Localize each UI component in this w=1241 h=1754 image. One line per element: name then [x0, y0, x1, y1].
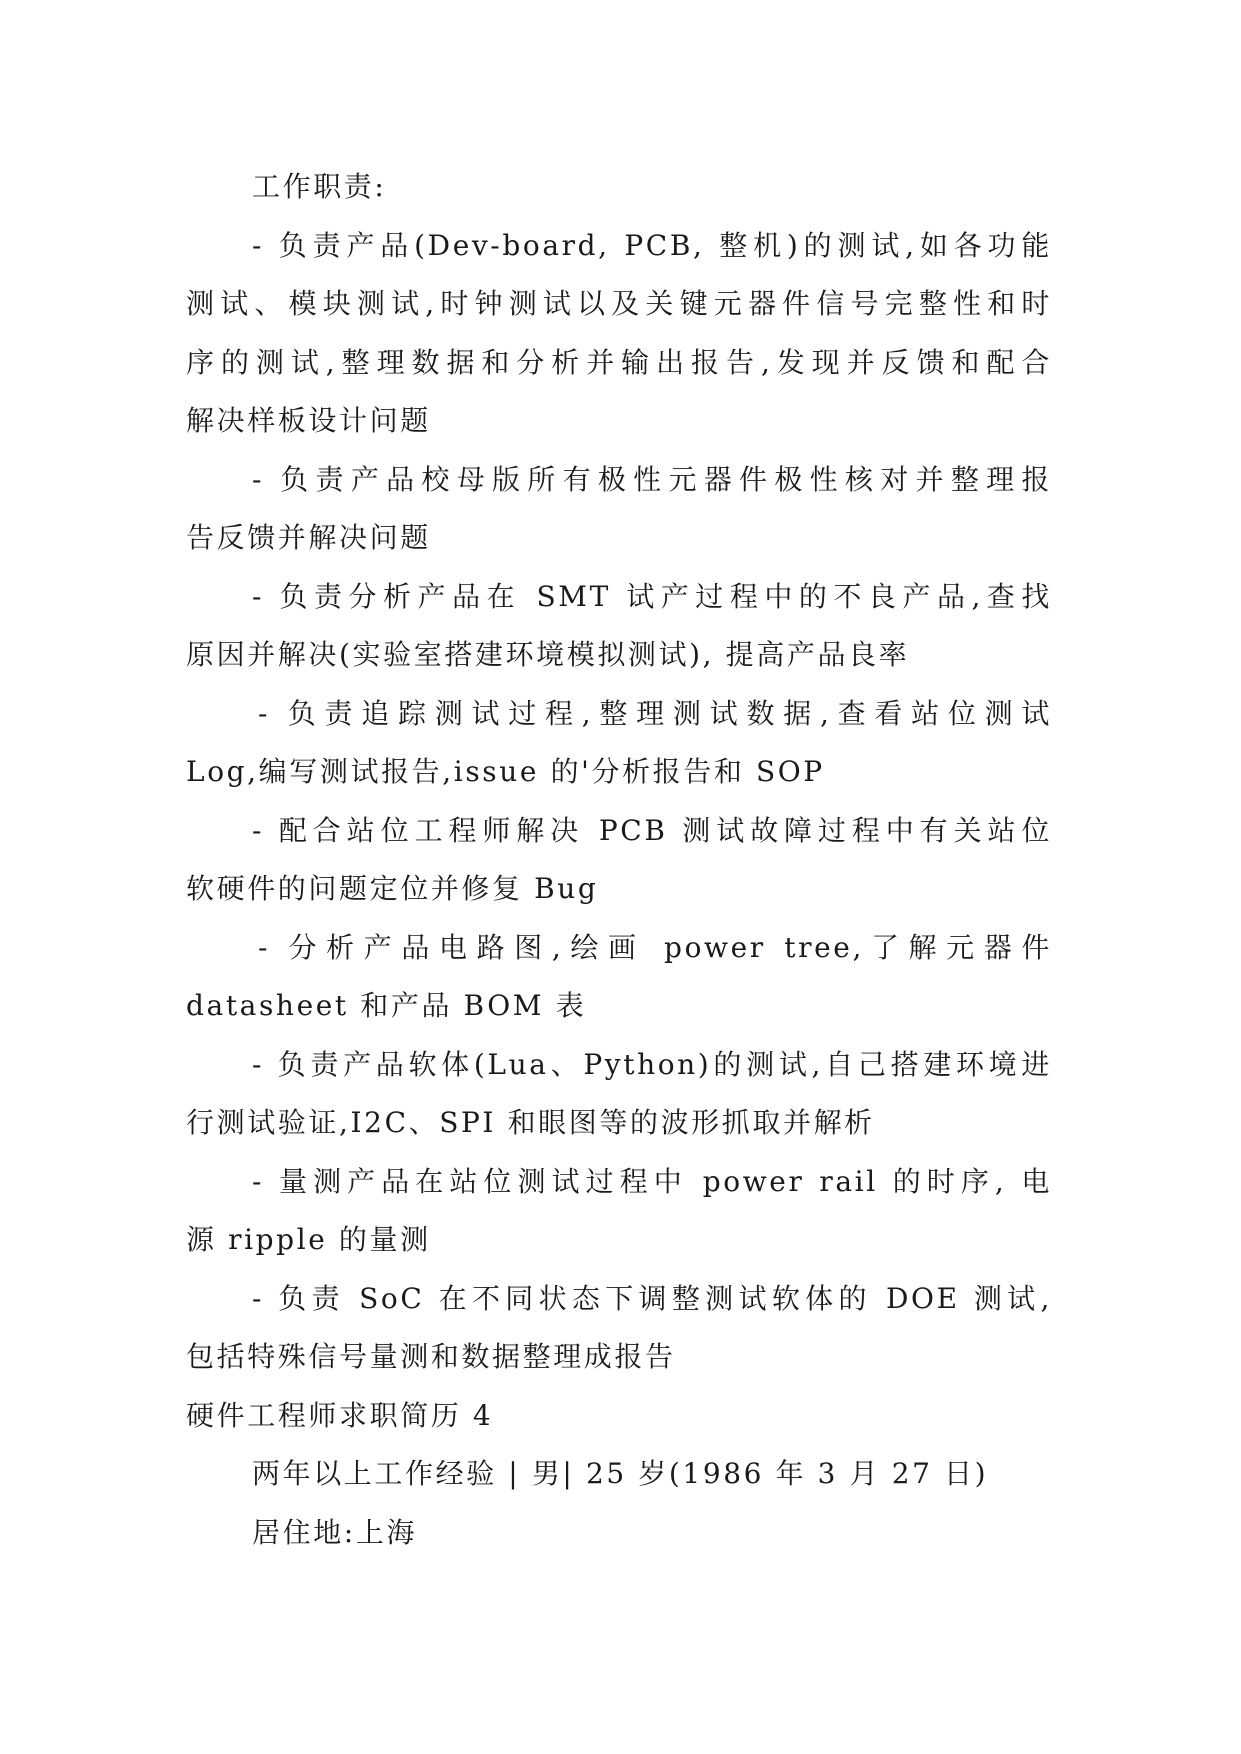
paragraph-line: - 负责产品软体(Lua、Python)的测试,自己搭建环境进 — [252, 1047, 1052, 1081]
paragraph-line: 软硬件的问题定位并修复 Bug — [186, 872, 599, 905]
paragraph-line: - 负责产品(Dev-board, PCB, 整机)的测试,如各功能 — [252, 228, 1052, 262]
paragraph-line: datasheet 和产品 BOM 表 — [186, 989, 587, 1022]
paragraph-line: 行测试验证,I2C、SPI 和眼图等的波形抓取并解析 — [186, 1106, 875, 1139]
paragraph-line: 源 ripple 的量测 — [186, 1223, 431, 1256]
paragraph-line: - 量测产品在站位测试过程中 power rail 的时序, 电 — [252, 1164, 1052, 1198]
resume-summary: 两年以上工作经验 | 男| 25 岁(1986 年 3 月 27 日) — [252, 1457, 989, 1490]
paragraph-line: 解决样板设计问题 — [186, 404, 431, 437]
paragraph-line: - 负责追踪测试过程,整理测试数据,查看站位测试 — [258, 696, 1052, 730]
paragraph-line: - 分析产品电路图,绘画 power tree,了解元器件 — [258, 930, 1052, 964]
paragraph-line: - 负责产品校母版所有极性元器件极性核对并整理报 — [252, 462, 1052, 496]
paragraph-line: - 负责分析产品在 SMT 试产过程中的不良产品,查找 — [252, 579, 1052, 613]
paragraph-line: 告反馈并解决问题 — [186, 521, 431, 554]
paragraph-line: - 配合站位工程师解决 PCB 测试故障过程中有关站位 — [252, 813, 1052, 847]
paragraph-line: 原因并解决(实验室搭建环境模拟测试), 提高产品良率 — [186, 638, 910, 671]
paragraph-line: 序的测试,整理数据和分析并输出报告,发现并反馈和配合 — [186, 345, 1052, 379]
paragraph-line: - 负责 SoC 在不同状态下调整测试软体的 DOE 测试, — [252, 1281, 1052, 1315]
paragraph-line: 测试、模块测试,时钟测试以及关键元器件信号完整性和时 — [186, 287, 1052, 320]
document-body — [186, 158, 1052, 1562]
resume-title: 硬件工程师求职简历 4 — [186, 1398, 494, 1432]
section-heading-duties: 工作职责: — [252, 170, 387, 203]
resume-residence: 居住地:上海 — [252, 1515, 418, 1549]
paragraph-line: Log,编写测试报告,issue 的'分析报告和 SOP — [186, 755, 825, 788]
paragraph-line: 包括特殊信号量测和数据整理成报告 — [186, 1340, 676, 1373]
